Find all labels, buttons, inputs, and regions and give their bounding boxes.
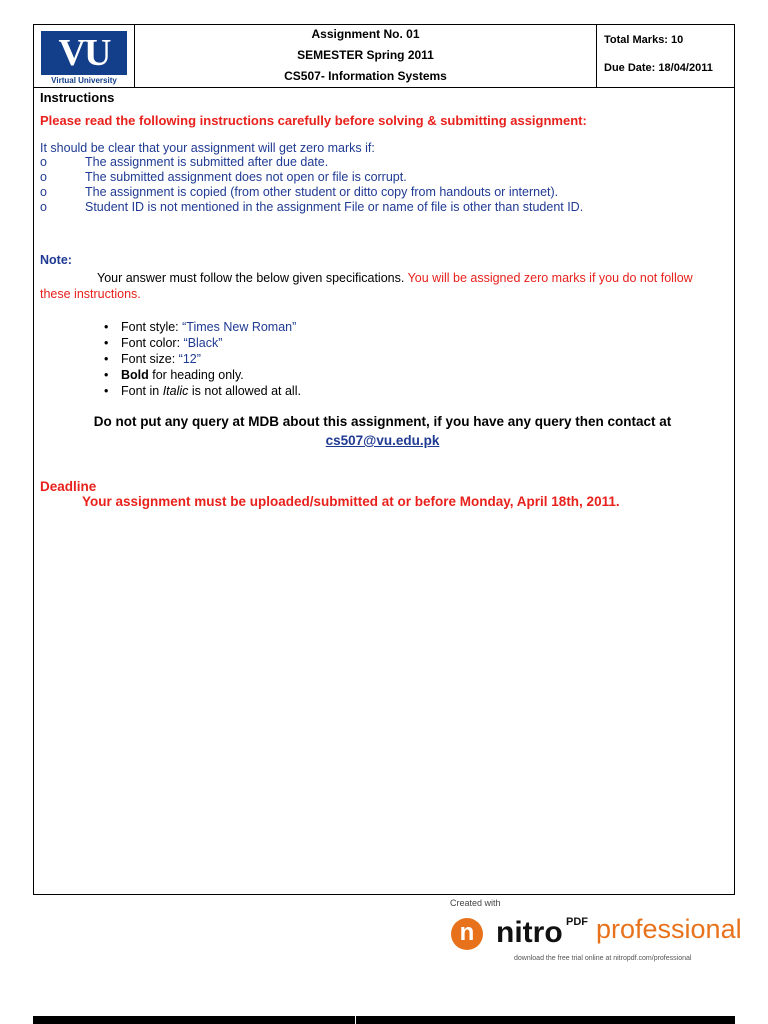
vu-logo-mark: VU — [41, 31, 127, 75]
due-date: Due Date: 18/04/2011 — [604, 62, 713, 74]
vu-logo — [39, 29, 129, 86]
spec-value: “Times New Roman” — [182, 320, 297, 334]
spec-item — [104, 383, 725, 399]
conditions-list — [40, 155, 725, 215]
spec-item — [104, 335, 725, 351]
nitro-word: nitro — [496, 916, 563, 949]
bullet-icon: o — [40, 185, 47, 199]
spec-item — [104, 367, 725, 383]
semester: SEMESTER Spring 2011 — [297, 48, 434, 62]
deadline-text: Your assignment must be uploaded/submitted at or before Monday, April 18th, 2011. — [82, 494, 620, 509]
logo-cell — [33, 24, 135, 87]
spec-value: “12” — [178, 352, 201, 366]
download-trial-text: download the free trial online at nitropdf.com/professional — [514, 955, 692, 962]
condition-text: The assignment is submitted after due date. — [85, 155, 329, 169]
condition-text: Student ID is not mentioned in the assignment File or name of file is other than student ID. — [85, 200, 584, 214]
vu-logo-subtitle: Virtual University — [51, 76, 117, 85]
marks-cell — [597, 24, 735, 87]
instructions-warning: Please read the following instructions carefully before solving & submitting assignment: — [40, 113, 587, 128]
mdb-notice — [40, 412, 725, 450]
spec-label: Font color: — [121, 336, 184, 350]
instructions-heading: Instructions — [40, 90, 115, 105]
condition-item — [40, 200, 725, 215]
nitro-watermark — [448, 898, 768, 978]
spec-label: Font size: — [121, 352, 179, 366]
condition-text: The assignment is copied (from other student or ditto copy from handouts or internet). — [85, 185, 559, 199]
deadline-heading: Deadline — [40, 479, 97, 494]
footer-divider — [355, 1016, 356, 1024]
bullet-icon: o — [40, 170, 47, 184]
course-title: CS507- Information Systems — [284, 69, 447, 83]
document-header — [33, 24, 735, 88]
spec-italic: Italic — [162, 384, 189, 398]
mdb-text: Do not put any query at MDB about this assignment, if you have any query then contact at — [93, 414, 672, 429]
spec-rest: for heading only. — [148, 368, 244, 382]
spec-pre: Font in — [121, 384, 163, 398]
specs-list — [104, 319, 725, 399]
condition-text: The submitted assignment does not open or file is corrupt. — [85, 170, 407, 184]
spec-label: Font style: — [121, 320, 183, 334]
condition-item — [40, 170, 725, 185]
note-text-normal: Your answer must follow the below given specifications. — [97, 271, 405, 285]
spec-item — [104, 319, 725, 335]
assignment-number: Assignment No. 01 — [311, 27, 420, 41]
footer-bar — [33, 1016, 735, 1024]
title-cell — [135, 24, 597, 87]
contact-email-link[interactable]: cs507@vu.edu.pk — [325, 433, 440, 448]
spec-value: “Black” — [183, 336, 223, 350]
condition-item — [40, 155, 725, 170]
spec-item — [104, 351, 725, 367]
document-body — [40, 90, 725, 509]
note-heading: Note: — [40, 253, 72, 267]
note-text-red: You will be assigned zero marks if you do not follow these instructions. — [40, 271, 693, 301]
pdf-word: PDF — [566, 916, 588, 928]
condition-item — [40, 185, 725, 200]
nitro-logo-icon: n — [451, 918, 483, 950]
bullet-icon: o — [40, 200, 47, 214]
bullet-icon: o — [40, 155, 47, 169]
instructions-intro: It should be clear that your assignment will get zero marks if: — [40, 141, 375, 155]
created-with-text: Created with — [450, 898, 501, 908]
total-marks: Total Marks: 10 — [604, 34, 684, 46]
note-text — [40, 270, 725, 302]
spec-bold: Bold — [121, 368, 149, 382]
professional-word: professional — [596, 914, 742, 944]
spec-post: is not allowed at all. — [188, 384, 301, 398]
